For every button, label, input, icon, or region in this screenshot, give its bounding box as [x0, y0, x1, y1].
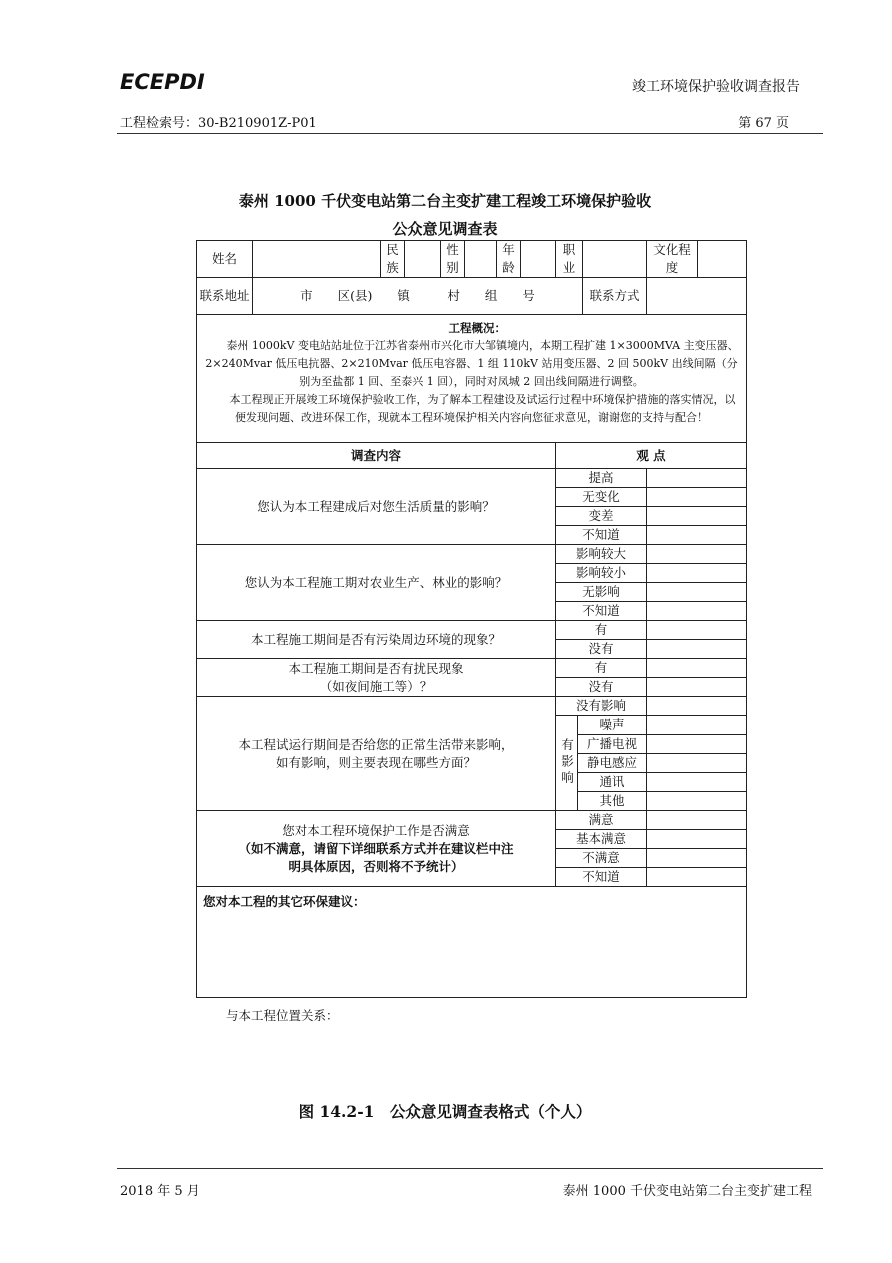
- option-label: 影响较大: [556, 545, 647, 564]
- option-label: 有: [556, 659, 647, 678]
- question-2: 您认为本工程施工期对农业生产、林业的影响？: [197, 545, 556, 621]
- occupation-label: 职业: [556, 241, 583, 278]
- page-number: 第 67 页: [738, 116, 789, 131]
- ethnicity-label: 民族: [381, 241, 405, 278]
- question-6-line2: （如不满意，请留下详细联系方式并在建议栏中注: [238, 840, 514, 856]
- question-3: 本工程施工期间是否有污染周边环境的现象？: [197, 621, 556, 659]
- header-divider: [117, 133, 823, 134]
- option-label: 没有: [556, 640, 647, 659]
- option-label: 广播电视: [578, 735, 647, 754]
- option-label: 不满意: [556, 849, 647, 868]
- question-6: [197, 811, 556, 887]
- option-label: 提高: [556, 469, 647, 488]
- form-title: 泰州 1000 千伏变电站第二台主变扩建工程竣工环境保护验收: [238, 192, 652, 210]
- col-header-opinion: 观 点: [556, 443, 747, 469]
- question-4: [197, 659, 556, 697]
- option-checkbox[interactable]: [647, 716, 747, 735]
- option-checkbox[interactable]: [647, 507, 747, 526]
- option-checkbox[interactable]: [647, 469, 747, 488]
- contact-label: 联系方式: [583, 278, 647, 315]
- option-checkbox[interactable]: [647, 849, 747, 868]
- contact-field[interactable]: [647, 278, 747, 315]
- option-checkbox[interactable]: [647, 773, 747, 792]
- gender-label: 性别: [441, 241, 465, 278]
- question-6-line3: 明具体原因，否则将不予统计）: [288, 858, 464, 874]
- option-checkbox[interactable]: [647, 830, 747, 849]
- form-subtitle: 公众意见调查表: [392, 220, 498, 238]
- footer-date: 2018 年 5 月: [120, 1184, 200, 1199]
- overview-para2: 本工程现正开展竣工环境保护验收工作，为了解本工程建设及试运行过程中环境保护措施的落实情况，以便发现问题、改进环保工作，现就本工程环境保护相关内容向您征求意见，谢谢您的支持与配合！: [229, 393, 736, 424]
- option-label: 无影响: [556, 583, 647, 602]
- gender-field[interactable]: [465, 241, 497, 278]
- question-4-line1: 本工程施工期间是否有扰民现象: [288, 660, 464, 676]
- address-field[interactable]: 市 区(县) 镇 村 组 号: [253, 278, 583, 315]
- index-number: 工程检索号：30-B210901Z-P01: [120, 116, 317, 131]
- effect-group-label: 有影响: [556, 716, 578, 811]
- option-checkbox[interactable]: [647, 583, 747, 602]
- option-label: 没有: [556, 678, 647, 697]
- option-label: 不知道: [556, 526, 647, 545]
- option-checkbox[interactable]: [647, 735, 747, 754]
- option-checkbox[interactable]: [647, 792, 747, 811]
- age-field[interactable]: [521, 241, 556, 278]
- option-label: 变差: [556, 507, 647, 526]
- survey-table: [196, 240, 747, 998]
- education-field[interactable]: [698, 241, 747, 278]
- option-checkbox[interactable]: [647, 564, 747, 583]
- option-checkbox[interactable]: [647, 545, 747, 564]
- education-label: 文化程度: [647, 241, 698, 278]
- option-checkbox[interactable]: [647, 811, 747, 830]
- option-label: 没有影响: [556, 697, 647, 716]
- age-label: 年龄: [497, 241, 521, 278]
- occupation-field[interactable]: [583, 241, 647, 278]
- option-label: 其他: [578, 792, 647, 811]
- footer-divider: [117, 1168, 823, 1169]
- option-checkbox[interactable]: [647, 488, 747, 507]
- overview-para1: 泰州 1000kV 变电站站址位于江苏省泰州市兴化市大邹镇境内，本期工程扩建 1×3000MVA 主变压器、2×240Mvar 低压电抗器、2×210Mvar 低压电容器、1 组 110kV 站用变压器、2 回 500kV 出线间隔（分别为至盐都 1 回、至泰兴 1 回），同时对凤城 2 回出线间隔进行调整。: [205, 339, 739, 388]
- suggestion-field[interactable]: [197, 887, 747, 998]
- footer-project: 泰州 1000 千伏变电站第二台主变扩建工程: [562, 1184, 812, 1199]
- option-checkbox[interactable]: [647, 640, 747, 659]
- position-relation-label: 与本工程位置关系：: [226, 1008, 339, 1023]
- option-checkbox[interactable]: [647, 697, 747, 716]
- project-overview: [197, 315, 747, 443]
- figure-caption: 图 14.2-1 公众意见调查表格式（个人）: [298, 1102, 592, 1121]
- option-label: 不知道: [556, 868, 647, 887]
- company-logo: ECEPDI: [120, 70, 205, 94]
- option-label: 影响较小: [556, 564, 647, 583]
- option-checkbox[interactable]: [647, 868, 747, 887]
- question-4-line2: （如夜间施工等）？: [319, 678, 433, 694]
- option-checkbox[interactable]: [647, 754, 747, 773]
- option-label: 基本满意: [556, 830, 647, 849]
- name-label: 姓名: [197, 241, 253, 278]
- option-checkbox[interactable]: [647, 621, 747, 640]
- option-checkbox[interactable]: [647, 678, 747, 697]
- question-5: [197, 697, 556, 811]
- address-label: 联系地址: [197, 278, 253, 315]
- option-label: 有: [556, 621, 647, 640]
- question-6-line1: 您对本工程环境保护工作是否满意: [282, 822, 470, 838]
- ethnicity-field[interactable]: [405, 241, 441, 278]
- col-header-content: 调查内容: [197, 443, 556, 469]
- option-checkbox[interactable]: [647, 659, 747, 678]
- option-checkbox[interactable]: [647, 526, 747, 545]
- option-label: 无变化: [556, 488, 647, 507]
- report-title: 竣工环境保护验收调查报告: [632, 79, 800, 95]
- question-5-line2: 如有影响，则主要表现在哪些方面？: [275, 754, 476, 770]
- option-label: 不知道: [556, 602, 647, 621]
- suggestion-label: 您对本工程的其它环保建议：: [203, 894, 366, 909]
- overview-heading: 工程概况：: [448, 321, 506, 335]
- name-field[interactable]: [253, 241, 381, 278]
- question-5-line1: 本工程试运行期间是否给您的正常生活带来影响，: [238, 736, 514, 752]
- question-1: 您认为本工程建成后对您生活质量的影响？: [197, 469, 556, 545]
- option-label: 满意: [556, 811, 647, 830]
- option-label: 静电感应: [578, 754, 647, 773]
- option-label: 噪声: [578, 716, 647, 735]
- option-label: 通讯: [578, 773, 647, 792]
- option-checkbox[interactable]: [647, 602, 747, 621]
